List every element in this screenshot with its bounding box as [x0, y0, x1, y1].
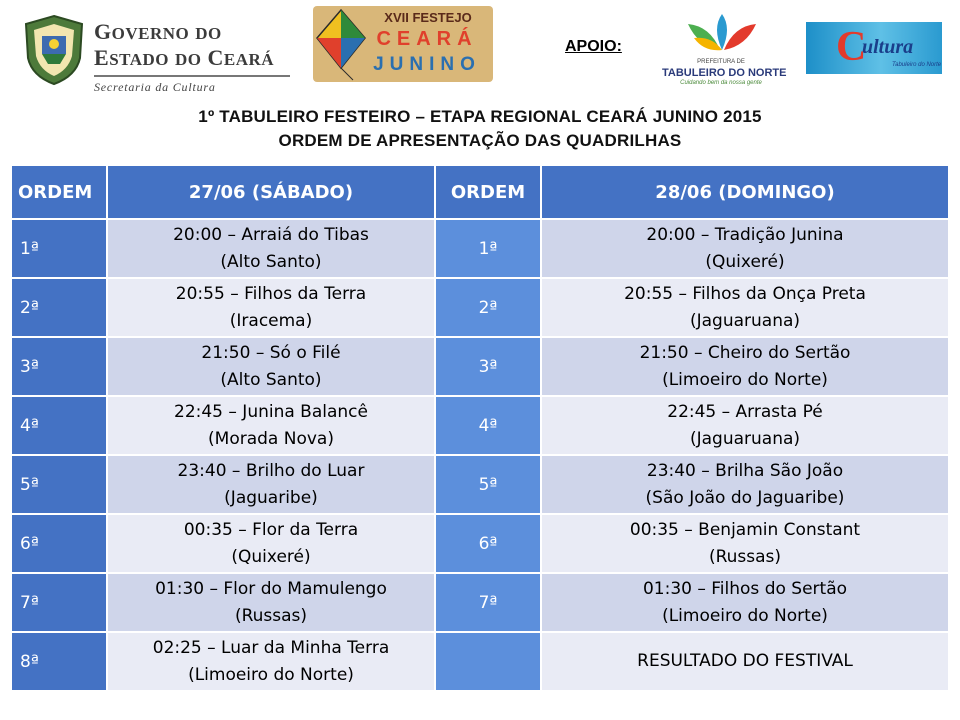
- table-row: [11, 573, 949, 632]
- table-row: [11, 337, 949, 396]
- order-cell-left: 7ª: [11, 573, 107, 632]
- festival-result-cell: [541, 632, 949, 691]
- event-subtitle: ORDEM DE APRESENTAÇÃO DAS QUADRILHAS: [278, 131, 682, 150]
- governo-line: GOVERNO DO: [94, 19, 222, 44]
- event-city: (Jaguaruana): [689, 310, 801, 331]
- table-row: [11, 278, 949, 337]
- event-time-name: 22:45 – Arrasta Pé: [667, 401, 823, 422]
- prefeitura-tabuleiro-logo: [662, 10, 787, 86]
- event-city: (Quixeré): [705, 251, 785, 272]
- event-city: (São João do Jaguaribe): [645, 487, 845, 508]
- cultura-sub: Tabuleiro do Norte: [892, 62, 942, 68]
- event-city: (Alto Santo): [220, 369, 322, 390]
- table-row: [11, 455, 949, 514]
- event-time-name: 21:50 – Cheiro do Sertão: [639, 342, 851, 363]
- event-time-name: 23:40 – Brilha São João: [646, 460, 844, 481]
- order-cell-left: 4ª: [11, 396, 107, 455]
- event-cell-saturday: [107, 396, 435, 455]
- table-row: [11, 514, 949, 573]
- event-time-name: 20:55 – Filhos da Onça Preta: [624, 283, 866, 304]
- event-time-name: 20:55 – Filhos da Terra: [175, 283, 367, 304]
- event-cell-saturday: [107, 573, 435, 632]
- event-city: (Morada Nova): [208, 428, 334, 449]
- prefeitura-label: PREFEITURA DE: [697, 59, 745, 65]
- event-city: (Russas): [234, 605, 308, 626]
- schedule-table: [10, 164, 950, 692]
- order-cell-left: 2ª: [11, 278, 107, 337]
- event-cell-sunday: [541, 455, 949, 514]
- header-order-right: ORDEM: [435, 165, 541, 219]
- order-cell-left: 8ª: [11, 632, 107, 691]
- event-cell-sunday: [541, 573, 949, 632]
- event-time-name: 21:50 – Só o Filé: [201, 342, 341, 363]
- order-cell-right: 1ª: [435, 219, 541, 278]
- order-cell-right: 4ª: [435, 396, 541, 455]
- event-time-name: 01:30 – Flor do Mamulengo: [155, 578, 387, 599]
- lotus-icon: [684, 10, 760, 56]
- header-day-sunday: 28/06 (DOMINGO): [541, 165, 949, 219]
- event-cell-saturday: [107, 514, 435, 573]
- event-city: (Russas): [708, 546, 782, 567]
- order-cell-left: 3ª: [11, 337, 107, 396]
- table-header-row: [11, 165, 949, 219]
- order-cell-right: 5ª: [435, 455, 541, 514]
- event-cell-sunday: [541, 219, 949, 278]
- tabuleiro-slogan: Cuidando bem da nossa gente: [680, 80, 762, 86]
- festival-result-label: RESULTADO DO FESTIVAL: [637, 651, 853, 671]
- order-cell-right: [435, 632, 541, 691]
- event-cell-sunday: [541, 396, 949, 455]
- secretaria-line: Secretaria da Cultura: [94, 80, 216, 94]
- festejo-word-ceara: CEARÁ: [376, 28, 478, 50]
- event-cell-saturday: [107, 632, 435, 691]
- event-time-name: 02:25 – Luar da Minha Terra: [152, 637, 390, 658]
- table-row: [11, 632, 949, 691]
- table-row: [11, 396, 949, 455]
- estado-line: ESTADO DO CEARÁ: [94, 45, 275, 70]
- event-time-name: 01:30 – Filhos do Sertão: [642, 578, 848, 599]
- header-day-saturday: 27/06 (SÁBADO): [107, 165, 435, 219]
- event-time-name: 00:35 – Flor da Terra: [183, 519, 359, 540]
- event-time-name: 22:45 – Junina Balancê: [174, 401, 368, 422]
- event-time-name: 20:00 – Arraiá do Tibas: [173, 224, 369, 245]
- festejo-title: XVII FESTEJO: [384, 10, 472, 25]
- festejo-word-junino: JUNINO: [373, 54, 481, 75]
- header-order-left: ORDEM: [11, 165, 107, 219]
- order-cell-right: 7ª: [435, 573, 541, 632]
- event-cell-saturday: [107, 455, 435, 514]
- event-city: (Jaguaruana): [689, 428, 801, 449]
- festejo-ceara-junino-logo: [313, 6, 493, 82]
- state-seal-icon: [22, 14, 86, 86]
- order-cell-left: 1ª: [11, 219, 107, 278]
- event-cell-saturday: [107, 278, 435, 337]
- event-cell-sunday: [541, 337, 949, 396]
- event-city: (Limoeiro do Norte): [188, 664, 354, 685]
- event-title: 1º TABULEIRO FESTEIRO – ETAPA REGIONAL CEARÁ JUNINO 2015: [198, 107, 762, 126]
- event-cell-saturday: [107, 219, 435, 278]
- order-cell-right: 6ª: [435, 514, 541, 573]
- apoio-label: APOIO:: [565, 38, 622, 55]
- event-city: (Limoeiro do Norte): [662, 605, 828, 626]
- event-time-name: 20:00 – Tradição Junina: [646, 224, 844, 245]
- event-city: (Quixeré): [231, 546, 311, 567]
- event-cell-saturday: [107, 337, 435, 396]
- governo-ceara-logo: [22, 10, 302, 94]
- order-cell-right: 2ª: [435, 278, 541, 337]
- event-city: (Jaguaribe): [224, 487, 318, 508]
- divider: [94, 75, 290, 77]
- order-cell-left: 5ª: [11, 455, 107, 514]
- table-row: [11, 219, 949, 278]
- event-city: (Limoeiro do Norte): [662, 369, 828, 390]
- event-cell-sunday: [541, 514, 949, 573]
- order-cell-right: 3ª: [435, 337, 541, 396]
- event-city: (Alto Santo): [220, 251, 322, 272]
- cultura-logo: [806, 22, 942, 74]
- tabuleiro-name: TABULEIRO DO NORTE: [662, 67, 787, 79]
- event-time-name: 00:35 – Benjamin Constant: [629, 519, 861, 540]
- event-city: (Iracema): [229, 310, 313, 331]
- event-cell-sunday: [541, 278, 949, 337]
- event-time-name: 23:40 – Brilho do Luar: [177, 460, 365, 481]
- cultura-word: ultura: [862, 36, 914, 58]
- order-cell-left: 6ª: [11, 514, 107, 573]
- cultura-letter: C: [836, 24, 867, 70]
